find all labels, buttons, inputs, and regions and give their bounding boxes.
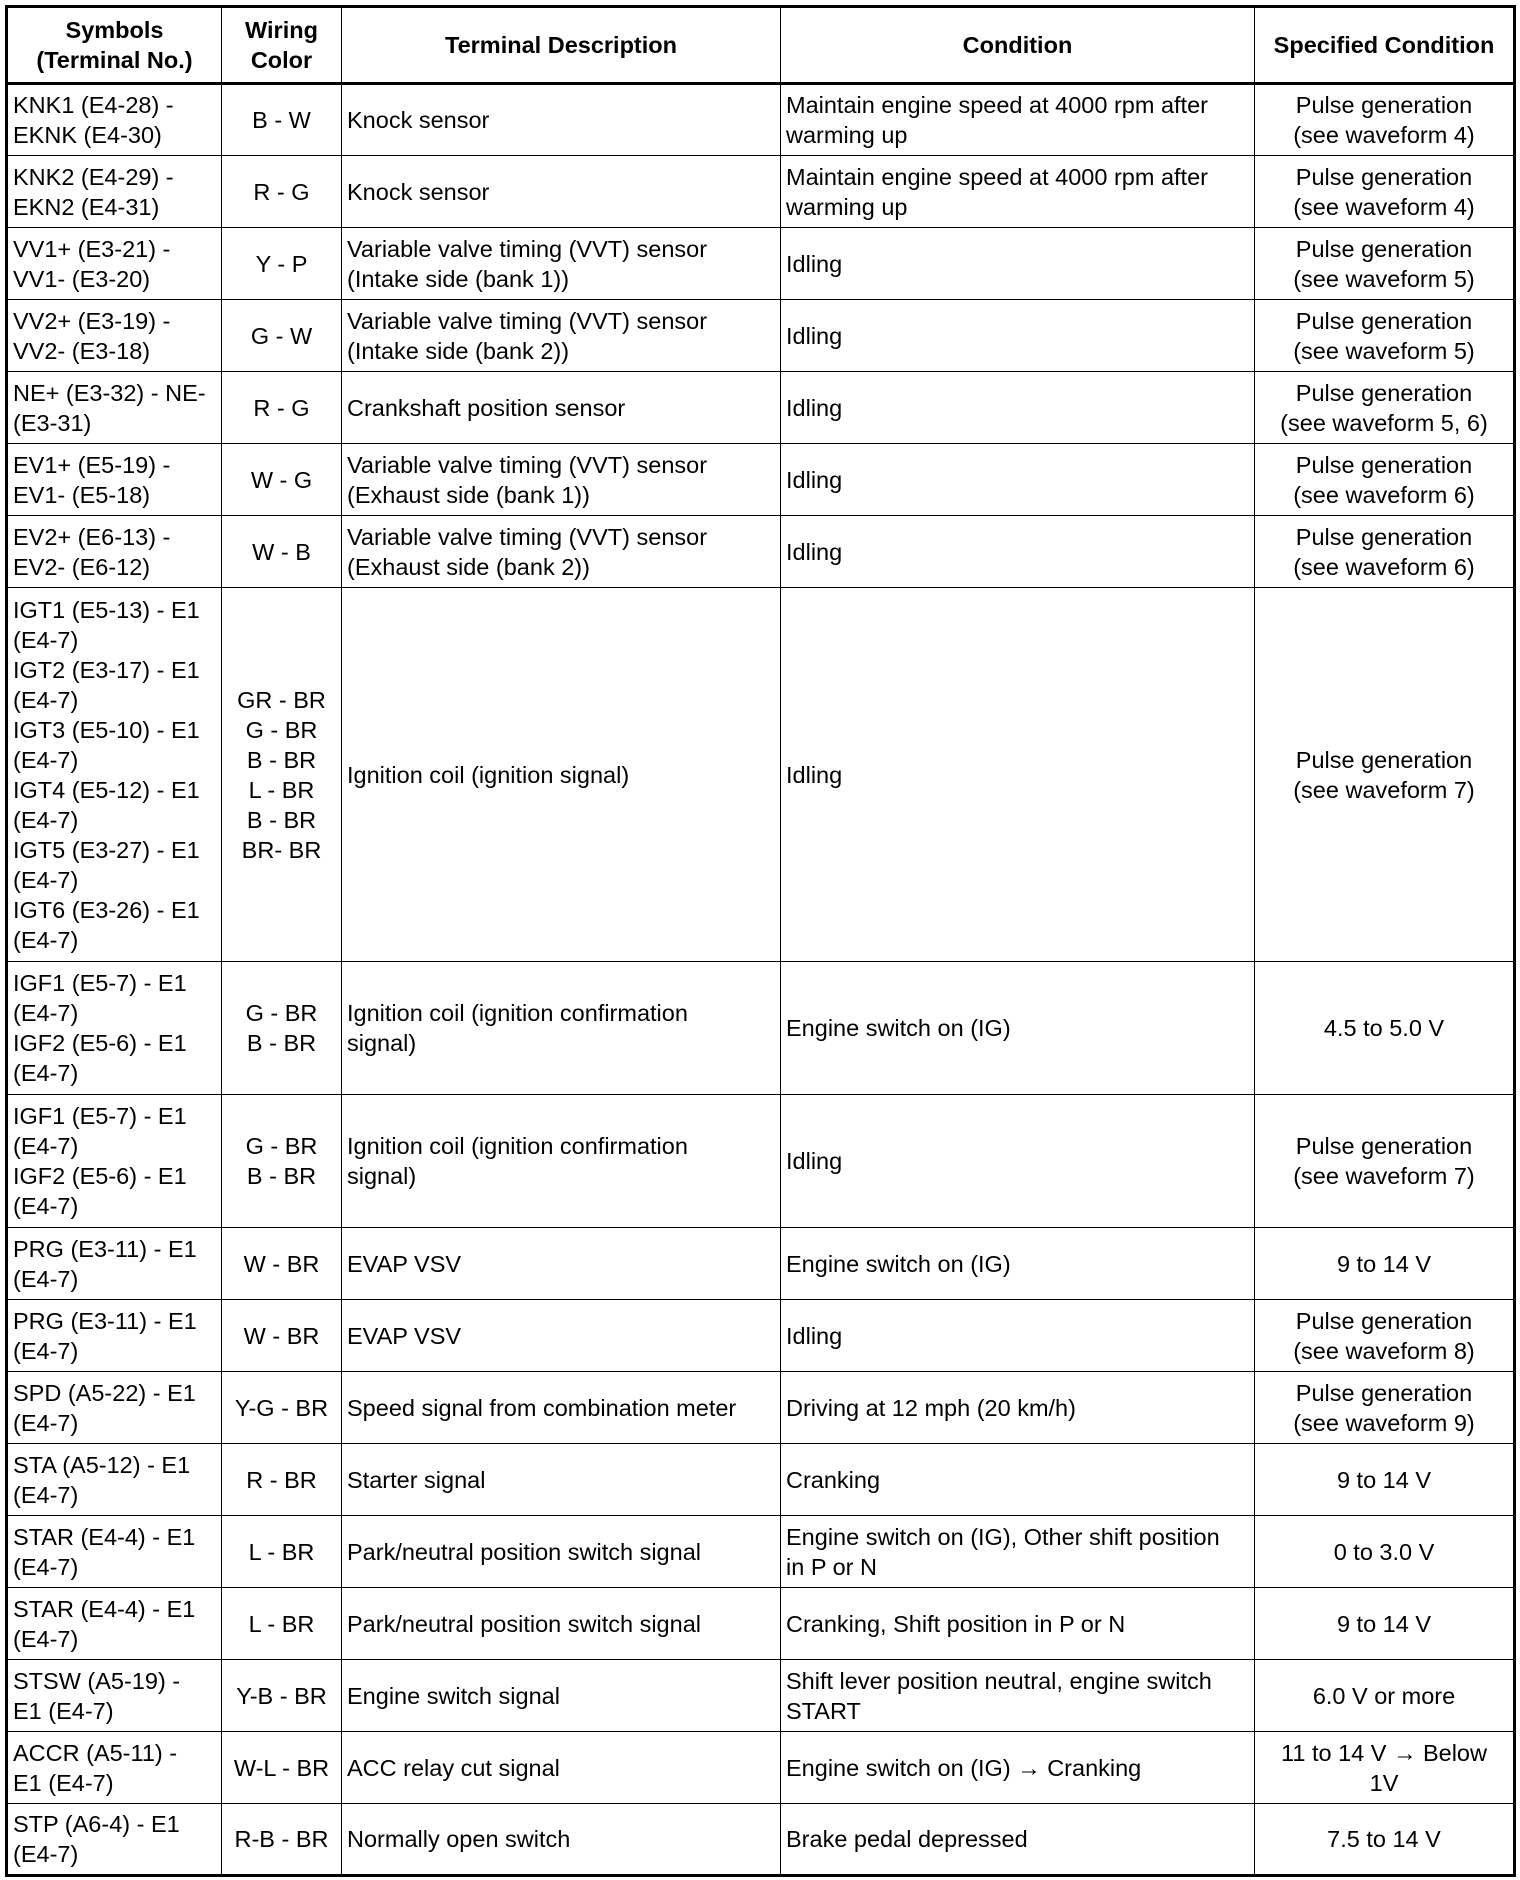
cell-specified-line: 7.5 to 14 V	[1327, 1826, 1441, 1852]
cell-condition	[781, 1372, 1255, 1444]
header-symbols-line: Symbols	[65, 17, 164, 43]
cell-specified-line: (see waveform 8)	[1293, 1337, 1475, 1364]
cell-description-line: Ignition coil (ignition confirmation	[347, 1133, 688, 1159]
table-row	[7, 1228, 1515, 1300]
cell-description-line: Starter signal	[347, 1466, 486, 1493]
header-condition	[781, 7, 1255, 84]
cell-description	[342, 1444, 781, 1516]
cell-symbols-line: VV1+ (E3-21) -	[13, 235, 171, 262]
cell-specified	[1255, 444, 1515, 516]
cell-wiring-color-line: G - BR	[245, 716, 318, 743]
cell-description	[342, 156, 781, 228]
cell-specified	[1255, 516, 1515, 588]
cell-wiring-color	[222, 1516, 342, 1588]
cell-wiring-color	[222, 1228, 342, 1300]
cell-condition-line: Idling	[786, 466, 843, 493]
cell-symbols	[7, 156, 222, 228]
cell-condition	[781, 156, 1255, 228]
cell-symbols-line: IGT6 (E3-26) - E1	[13, 896, 200, 923]
cell-specified-line: 11 to 14 V → Below	[1281, 1739, 1487, 1766]
cell-specified	[1255, 962, 1515, 1095]
cell-wiring-color-line: B - BR	[246, 806, 317, 833]
cell-condition	[781, 372, 1255, 444]
cell-description-line: EVAP VSV	[347, 1250, 462, 1277]
cell-specified-line: (see waveform 4)	[1293, 193, 1475, 220]
cell-description-line: Speed signal from combination meter	[347, 1394, 737, 1421]
cell-condition-line: Idling	[786, 322, 843, 349]
cell-description-line: Knock sensor	[347, 178, 490, 205]
cell-symbols-line: STP (A6-4) - E1	[13, 1811, 180, 1837]
cell-specified-line: (see waveform 6)	[1293, 481, 1475, 508]
cell-description-line: Ignition coil (ignition signal)	[347, 761, 630, 788]
cell-wiring-color-line: G - BR	[245, 1000, 318, 1026]
cell-specified	[1255, 1372, 1515, 1444]
cell-condition-line: warming up	[786, 122, 908, 148]
cell-symbols-line: IGF1 (E5-7) - E1	[13, 970, 187, 996]
cell-condition	[781, 1732, 1255, 1804]
cell-wiring-color-line: L - BR	[248, 776, 315, 803]
cell-description-line: (Exhaust side (bank 1))	[347, 481, 590, 508]
header-symbols	[7, 7, 222, 84]
cell-wiring-color	[222, 1588, 342, 1660]
cell-wiring-color-line: B - BR	[246, 746, 317, 773]
header-symbols-line: (Terminal No.)	[36, 47, 193, 73]
cell-wiring-color-line: G - BR	[245, 1133, 318, 1159]
cell-description	[342, 84, 781, 156]
cell-specified	[1255, 1804, 1515, 1876]
table-row	[7, 1372, 1515, 1444]
cell-wiring-color-line: W - BR	[243, 1250, 320, 1277]
cell-description	[342, 300, 781, 372]
header-specified-line: Specified Condition	[1273, 32, 1495, 58]
cell-symbols-line: (E4-7)	[13, 866, 79, 893]
cell-symbols-line: (E4-7)	[13, 1625, 79, 1652]
cell-symbols-line: (E4-7)	[13, 806, 79, 833]
cell-symbols-line: IGT2 (E3-17) - E1	[13, 656, 200, 683]
cell-symbols	[7, 84, 222, 156]
cell-symbols-line: (E4-7)	[13, 1060, 79, 1086]
cell-specified-line: Pulse generation	[1295, 1307, 1473, 1334]
cell-wiring-color-line: Y-B - BR	[236, 1682, 327, 1709]
cell-symbols-line: E1 (E4-7)	[13, 1769, 114, 1796]
cell-wiring-color-line: W - G	[250, 466, 313, 493]
cell-description-line: Park/neutral position switch signal	[347, 1610, 701, 1637]
cell-specified	[1255, 372, 1515, 444]
cell-symbols	[7, 588, 222, 962]
table-row	[7, 156, 1515, 228]
cell-condition	[781, 962, 1255, 1095]
cell-condition-line: START	[786, 1697, 861, 1724]
header-wiring-line: Wiring	[245, 17, 318, 43]
cell-description	[342, 372, 781, 444]
table-row	[7, 1095, 1515, 1228]
cell-specified-line: 9 to 14 V	[1336, 1466, 1432, 1493]
cell-symbols-line: IGF2 (E5-6) - E1	[13, 1030, 187, 1056]
cell-wiring-color	[222, 1804, 342, 1876]
cell-condition	[781, 1516, 1255, 1588]
cell-condition-line: Shift lever position neutral, engine switch	[786, 1667, 1212, 1694]
cell-specified-line: Pulse generation	[1295, 235, 1473, 262]
cell-wiring-color-line: Y-G - BR	[234, 1394, 329, 1421]
cell-condition-line: Idling	[786, 394, 843, 421]
cell-specified-line: Pulse generation	[1295, 523, 1473, 550]
cell-wiring-color	[222, 962, 342, 1095]
table-row	[7, 444, 1515, 516]
cell-symbols-line: IGT3 (E5-10) - E1	[13, 716, 200, 743]
cell-description	[342, 228, 781, 300]
cell-symbols	[7, 1660, 222, 1732]
cell-description-line: (Intake side (bank 1))	[347, 265, 570, 292]
cell-specified-line: 6.0 V or more	[1312, 1682, 1456, 1709]
cell-symbols-line: EV2+ (E6-13) -	[13, 523, 171, 550]
cell-wiring-color	[222, 1660, 342, 1732]
cell-symbols-line: ACCR (A5-11) -	[13, 1739, 178, 1766]
cell-specified	[1255, 1228, 1515, 1300]
cell-condition	[781, 300, 1255, 372]
cell-specified	[1255, 1516, 1515, 1588]
cell-specified-line: (see waveform 7)	[1293, 1163, 1475, 1189]
table-row	[7, 1516, 1515, 1588]
cell-symbols-line: IGT1 (E5-13) - E1	[13, 596, 200, 623]
header-condition-line: Condition	[962, 32, 1073, 58]
cell-condition-line: Brake pedal depressed	[786, 1826, 1028, 1852]
cell-symbols-line: IGT4 (E5-12) - E1	[13, 776, 200, 803]
table-row	[7, 1588, 1515, 1660]
cell-specified	[1255, 228, 1515, 300]
cell-description	[342, 1095, 781, 1228]
cell-wiring-color-line: G - W	[250, 322, 313, 349]
cell-condition-line: Engine switch on (IG)	[786, 1250, 1011, 1277]
cell-condition-line: Idling	[786, 761, 843, 788]
cell-wiring-color-line: R - G	[253, 394, 310, 421]
cell-symbols-line: EV1- (E5-18)	[13, 481, 151, 508]
cell-wiring-color	[222, 1300, 342, 1372]
cell-condition-line: Maintain engine speed at 4000 rpm after	[786, 92, 1208, 118]
cell-symbols-line: EKN2 (E4-31)	[13, 193, 160, 220]
cell-symbols-line: (E4-7)	[13, 1841, 79, 1867]
table-row	[7, 962, 1515, 1095]
cell-specified	[1255, 1300, 1515, 1372]
cell-symbols	[7, 1228, 222, 1300]
cell-description-line: (Exhaust side (bank 2))	[347, 553, 590, 580]
cell-condition	[781, 84, 1255, 156]
cell-wiring-color-line: R - BR	[246, 1466, 317, 1493]
cell-specified-line: Pulse generation	[1295, 163, 1473, 190]
cell-symbols-line: STAR (E4-4) - E1	[13, 1595, 196, 1622]
cell-symbols-line: STA (A5-12) - E1	[13, 1451, 191, 1478]
header-row	[7, 7, 1515, 84]
cell-wiring-color	[222, 1732, 342, 1804]
cell-condition-line: in P or N	[786, 1553, 877, 1580]
cell-specified-line: Pulse generation	[1295, 1379, 1473, 1406]
cell-symbols-line: VV2- (E3-18)	[13, 337, 151, 364]
cell-description-line: Knock sensor	[347, 107, 490, 133]
cell-condition	[781, 444, 1255, 516]
cell-wiring-color-line: L - BR	[248, 1610, 315, 1637]
cell-condition	[781, 1588, 1255, 1660]
cell-description-line: signal)	[347, 1030, 417, 1056]
cell-symbols-line: (E4-7)	[13, 1481, 79, 1508]
cell-specified-line: 1V	[1369, 1769, 1399, 1796]
cell-symbols	[7, 1588, 222, 1660]
table-row	[7, 372, 1515, 444]
cell-specified-line: 9 to 14 V	[1336, 1250, 1432, 1277]
cell-description-line: signal)	[347, 1163, 417, 1189]
cell-specified	[1255, 84, 1515, 156]
cell-specified-line: (see waveform 5, 6)	[1280, 409, 1488, 436]
cell-description	[342, 1228, 781, 1300]
cell-specified	[1255, 1732, 1515, 1804]
cell-condition	[781, 1300, 1255, 1372]
cell-description	[342, 1660, 781, 1732]
cell-description-line: EVAP VSV	[347, 1322, 462, 1349]
cell-specified	[1255, 588, 1515, 962]
table-row	[7, 1300, 1515, 1372]
cell-wiring-color	[222, 588, 342, 962]
table-row	[7, 300, 1515, 372]
cell-symbols-line: (E4-7)	[13, 1193, 79, 1219]
cell-description-line: Crankshaft position sensor	[347, 394, 626, 421]
cell-wiring-color-line: R-B - BR	[234, 1826, 329, 1852]
cell-wiring-color-line: W - BR	[243, 1322, 320, 1349]
cell-specified-line: (see waveform 5)	[1293, 265, 1475, 292]
cell-symbols-line: EV1+ (E5-19) -	[13, 451, 171, 478]
cell-symbols	[7, 300, 222, 372]
cell-description	[342, 1588, 781, 1660]
cell-specified-line: (see waveform 6)	[1293, 553, 1475, 580]
header-terminal-description	[342, 7, 781, 84]
cell-symbols-line: (E4-7)	[13, 1000, 79, 1026]
table-row	[7, 1444, 1515, 1516]
cell-wiring-color	[222, 1372, 342, 1444]
table-row	[7, 1732, 1515, 1804]
cell-wiring-color-line: W - B	[252, 538, 311, 565]
cell-description	[342, 1732, 781, 1804]
cell-symbols-line: (E4-7)	[13, 1133, 79, 1159]
cell-description-line: Variable valve timing (VVT) sensor	[347, 523, 708, 550]
cell-wiring-color-line: B - BR	[246, 1163, 317, 1189]
table-row	[7, 516, 1515, 588]
cell-symbols-line: (E4-7)	[13, 1409, 79, 1436]
cell-description	[342, 444, 781, 516]
cell-specified-line: 9 to 14 V	[1336, 1610, 1432, 1637]
cell-wiring-color	[222, 516, 342, 588]
cell-condition-line: Cranking	[786, 1466, 881, 1493]
cell-symbols-line: PRG (E3-11) - E1	[13, 1307, 197, 1334]
terminal-spec-sheet	[5, 5, 1513, 1877]
cell-wiring-color	[222, 228, 342, 300]
cell-symbols-line: (E4-7)	[13, 686, 79, 713]
cell-symbols	[7, 444, 222, 516]
cell-description	[342, 1372, 781, 1444]
cell-wiring-color	[222, 444, 342, 516]
cell-symbols-line: STAR (E4-4) - E1	[13, 1523, 196, 1550]
cell-description	[342, 1300, 781, 1372]
cell-condition	[781, 516, 1255, 588]
cell-wiring-color	[222, 84, 342, 156]
cell-description-line: Variable valve timing (VVT) sensor	[347, 235, 708, 262]
table-body	[7, 84, 1515, 1876]
cell-specified-line: Pulse generation	[1295, 307, 1473, 334]
cell-condition	[781, 1444, 1255, 1516]
cell-wiring-color-line: W-L - BR	[233, 1754, 330, 1781]
cell-symbols-line: (E4-7)	[13, 1337, 79, 1364]
cell-specified	[1255, 156, 1515, 228]
cell-symbols-line: EKNK (E4-30)	[13, 122, 162, 148]
cell-wiring-color-line: B - W	[252, 107, 311, 133]
cell-symbols-line: SPD (A5-22) - E1	[13, 1379, 196, 1406]
cell-specified	[1255, 1444, 1515, 1516]
cell-symbols-line: NE+ (E3-32) - NE-	[13, 379, 206, 406]
cell-condition	[781, 228, 1255, 300]
cell-wiring-color-line: BR- BR	[241, 836, 322, 863]
cell-symbols-line: (E4-7)	[13, 1553, 79, 1580]
cell-condition	[781, 1095, 1255, 1228]
cell-wiring-color-line: B - BR	[246, 1030, 317, 1056]
cell-description-line: Variable valve timing (VVT) sensor	[347, 451, 708, 478]
cell-symbols-line: KNK2 (E4-29) -	[13, 163, 174, 190]
cell-specified	[1255, 1588, 1515, 1660]
cell-symbols-line: (E4-7)	[13, 1265, 79, 1292]
cell-specified-line: (see waveform 7)	[1293, 776, 1475, 803]
cell-symbols-line: EV2- (E6-12)	[13, 553, 151, 580]
cell-wiring-color	[222, 1095, 342, 1228]
cell-condition-line: Idling	[786, 1148, 843, 1174]
cell-specified	[1255, 1660, 1515, 1732]
cell-symbols-line: KNK1 (E4-28) -	[13, 92, 174, 118]
cell-specified	[1255, 300, 1515, 372]
cell-wiring-color-line: GR - BR	[237, 686, 326, 713]
cell-description-line: Park/neutral position switch signal	[347, 1538, 701, 1565]
cell-condition-line: Maintain engine speed at 4000 rpm after	[786, 163, 1208, 190]
cell-condition-line: Idling	[786, 538, 843, 565]
cell-symbols	[7, 1516, 222, 1588]
cell-symbols-line: PRG (E3-11) - E1	[13, 1235, 197, 1262]
cell-condition-line: Engine switch on (IG)	[786, 1015, 1011, 1041]
cell-symbols	[7, 1095, 222, 1228]
cell-symbols-line: (E4-7)	[13, 746, 79, 773]
cell-symbols	[7, 372, 222, 444]
cell-symbols-line: E1 (E4-7)	[13, 1697, 114, 1724]
cell-description	[342, 1516, 781, 1588]
cell-condition	[781, 588, 1255, 962]
cell-symbols	[7, 516, 222, 588]
cell-description-line: ACC relay cut signal	[347, 1754, 560, 1781]
cell-symbols	[7, 1300, 222, 1372]
cell-wiring-color	[222, 372, 342, 444]
cell-symbols-line: IGT5 (E3-27) - E1	[13, 836, 200, 863]
cell-symbols-line: (E4-7)	[13, 626, 79, 653]
cell-condition	[781, 1804, 1255, 1876]
cell-description	[342, 962, 781, 1095]
cell-symbols-line: VV2+ (E3-19) -	[13, 307, 171, 334]
cell-wiring-color-line: L - BR	[248, 1538, 315, 1565]
cell-description	[342, 588, 781, 962]
cell-description-line: Variable valve timing (VVT) sensor	[347, 307, 708, 334]
cell-specified-line: (see waveform 5)	[1293, 337, 1475, 364]
cell-symbols	[7, 1804, 222, 1876]
header-wiring-line: Color	[250, 47, 313, 73]
cell-specified-line: (see waveform 4)	[1293, 122, 1475, 148]
header-wiring-color	[222, 7, 342, 84]
cell-condition	[781, 1660, 1255, 1732]
cell-symbols-line: (E4-7)	[13, 926, 79, 953]
terminal-table	[5, 5, 1516, 1877]
cell-description-line: Engine switch signal	[347, 1682, 560, 1709]
table-row	[7, 1804, 1515, 1876]
table-row	[7, 228, 1515, 300]
cell-symbols-line: (E3-31)	[13, 409, 92, 436]
cell-condition	[781, 1228, 1255, 1300]
cell-specified-line: 4.5 to 5.0 V	[1323, 1015, 1445, 1041]
cell-symbols	[7, 962, 222, 1095]
cell-condition-line: warming up	[786, 193, 908, 220]
cell-specified-line: Pulse generation	[1295, 451, 1473, 478]
cell-wiring-color	[222, 300, 342, 372]
table-row	[7, 1660, 1515, 1732]
cell-symbols-line: VV1- (E3-20)	[13, 265, 151, 292]
cell-description	[342, 1804, 781, 1876]
cell-condition-line: Engine switch on (IG) → Cranking	[786, 1754, 1142, 1781]
cell-condition-line: Engine switch on (IG), Other shift position	[786, 1523, 1220, 1550]
cell-specified-line: Pulse generation	[1295, 92, 1473, 118]
table-row	[7, 588, 1515, 962]
cell-wiring-color-line: R - G	[253, 178, 310, 205]
cell-specified-line: 0 to 3.0 V	[1333, 1538, 1435, 1565]
cell-wiring-color-line: Y - P	[255, 250, 308, 277]
cell-symbols	[7, 1372, 222, 1444]
cell-description-line: Normally open switch	[347, 1826, 571, 1852]
cell-symbols	[7, 1444, 222, 1516]
cell-symbols-line: IGF1 (E5-7) - E1	[13, 1103, 187, 1129]
cell-condition-line: Driving at 12 mph (20 km/h)	[786, 1394, 1076, 1421]
cell-specified	[1255, 1095, 1515, 1228]
cell-description-line: Ignition coil (ignition confirmation	[347, 1000, 688, 1026]
header-specified-condition	[1255, 7, 1515, 84]
cell-wiring-color	[222, 156, 342, 228]
cell-specified-line: Pulse generation	[1295, 746, 1473, 773]
cell-symbols	[7, 228, 222, 300]
cell-condition-line: Cranking, Shift position in P or N	[786, 1610, 1126, 1637]
cell-description	[342, 516, 781, 588]
cell-description-line: (Intake side (bank 2))	[347, 337, 570, 364]
cell-symbols	[7, 1732, 222, 1804]
table-row	[7, 84, 1515, 156]
cell-specified-line: (see waveform 9)	[1293, 1409, 1475, 1436]
cell-condition-line: Idling	[786, 250, 843, 277]
cell-symbols-line: IGF2 (E5-6) - E1	[13, 1163, 187, 1189]
cell-symbols-line: STSW (A5-19) -	[13, 1667, 181, 1694]
header-description-line: Terminal Description	[444, 32, 677, 58]
cell-wiring-color	[222, 1444, 342, 1516]
cell-condition-line: Idling	[786, 1322, 843, 1349]
cell-specified-line: Pulse generation	[1295, 1133, 1473, 1159]
cell-specified-line: Pulse generation	[1295, 379, 1473, 406]
